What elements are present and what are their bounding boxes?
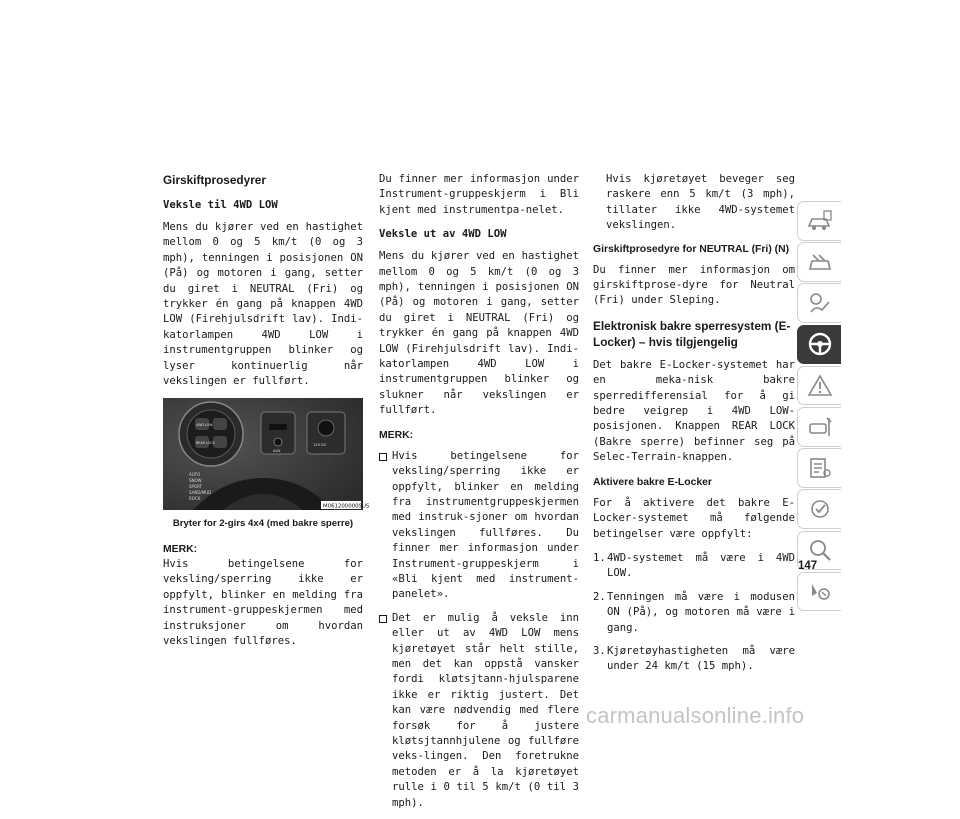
list-item: 2. Tenningen må være i modusen ON (På), og motoren må være i gang.: [593, 590, 795, 634]
tab-maintenance[interactable]: [797, 448, 841, 488]
continued-bullet-text: Hvis kjøretøyet beveger seg raskere enn 5 km/t (3 mph), tillater ikke 4WD-systemet vekslingen.: [606, 173, 795, 232]
note-text: Hvis betingelsene for veksling/sperring ikke er oppfylt, blinker en melding fra instrument-gruppeskjermen med instruksjoner om hvordan vekslingen fullføres.: [163, 557, 363, 647]
svg-text:SPORT: SPORT: [189, 484, 203, 490]
emergency-icon: [805, 412, 835, 442]
heading-neutral-procedure: Girskiftprosedyre for NEUTRAL (Fri) (N): [593, 243, 790, 255]
paragraph: Det bakre E-Locker-systemet har en meka-nisk bakre sperredifferensial for å gi bedre veigrep i 4WD LOW-posisjonen. Knappen REAR LOCK (Bakre sperre) befinner seg på Selec-Terrain-knappen.: [593, 358, 795, 464]
checkbox-bullet-icon: [379, 453, 387, 461]
svg-text:12V DC: 12V DC: [313, 443, 327, 448]
svg-text:SNOW: SNOW: [189, 478, 202, 484]
column-2: [379, 172, 579, 819]
paragraph: Du finner mer informasjon om girskiftprose-dyre for Neutral (Fri) under Sleping.: [593, 263, 795, 307]
multimedia-icon: [805, 576, 835, 606]
list-item: 1. 4WD-systemet må være i 4WD LOW.: [593, 551, 795, 580]
column-3: [593, 172, 795, 683]
maintenance-icon: [805, 453, 835, 483]
steering-wheel-icon: [805, 329, 835, 359]
tab-warning-lights[interactable]: [797, 366, 841, 406]
heading-activate-e-locker: Aktivere bakre E-Locker: [593, 476, 712, 488]
chapter-tabs: [797, 201, 842, 613]
svg-text:SAND/MUD: SAND/MUD: [189, 490, 212, 496]
note-label: MERK:: [379, 429, 414, 441]
tab-vehicle-info[interactable]: [797, 201, 841, 241]
tab-safety[interactable]: [797, 242, 841, 282]
paragraph: For å aktivere det bakre E-Locker-systemet må følgende betingelser være oppfylt:: [593, 496, 795, 540]
list-item: Hvis betingelsene for veksling/sperring ikke er oppfylt, blinker en melding fra instrumentgruppeskjermen med instruk-sjoner om hvordan vekslingen fullføres. Du finner mer informasjon under Instrument-gruppeskjerm i «Bli kjent med instrument-panelet».: [379, 449, 579, 603]
starting-icon: [805, 288, 835, 318]
heading-e-locker: Elektronisk bakre sperresystem (E-Locker) – hvis tilgjengelig: [593, 318, 791, 349]
note-label: MERK:: [163, 543, 198, 555]
specifications-icon: [805, 494, 835, 524]
list-item: 3. Kjøretøyhastigheten må være under 24 km/t (15 mph).: [593, 644, 795, 673]
page-number: 147: [798, 560, 818, 572]
column-1: [163, 172, 370, 658]
warning-lights-icon: [805, 371, 835, 401]
svg-text:AUTO: AUTO: [189, 472, 201, 478]
figure-code: M0612000009US: [323, 503, 370, 510]
tab-emergency[interactable]: [797, 407, 841, 447]
tab-multimedia[interactable]: [797, 572, 841, 612]
switch-panel-illustration: [163, 398, 370, 510]
svg-text:ROCK: ROCK: [189, 496, 201, 502]
tab-starting[interactable]: [797, 283, 841, 323]
watermark: carmanualsonline.info: [586, 703, 805, 728]
paragraph: Mens du kjører ved en hastighet mellom 0 og 5 km/t (0 og 3 mph), tenningen i posisjonen ON (På) og motoren i gang, setter du giret i NEUTRAL (Fri) og trykker én gang på knappen 4WD LOW (Firehjulsdrift lav). Indi-katorlampen 4WD LOW i instrumentgruppen blinker og lyser kontinuerlig når vekslingen er fullført.: [163, 221, 363, 388]
heading-shift-out-of-4wd-low: Veksle ut av 4WD LOW: [379, 228, 507, 241]
svg-text:REAR LOCK: REAR LOCK: [196, 441, 215, 446]
svg-text:4WD LOW: 4WD LOW: [196, 423, 213, 428]
paragraph: Mens du kjører ved en hastighet mellom 0 og 5 km/t (0 og 3 mph), tenningen i posisjonen ON (På) og motoren i gang, setter du giret i NEUTRAL (Fri) og trykker én gang på knappen 4WD LOW (Firehjulsdrift lav). Indi-katorlampen 4WD LOW i instrumentgruppen blinker og slukner når vekslingen er fullført.: [379, 250, 579, 417]
svg-text:AUX: AUX: [273, 449, 281, 454]
paragraph: Du finner mer informasjon under Instrument-gruppeskjerm i Bli kjent med instrumentpa-nelet.: [379, 173, 579, 216]
vehicle-info-icon: [805, 206, 835, 236]
tab-driving[interactable]: [797, 325, 841, 365]
list-item: Det er mulig å veksle inn eller ut av 4WD LOW mens kjøretøyet står helt stille, men det kan oppstå vansker fordi kløtsjtann-hjulsparene ikke er riktig justert. Det kan være nødvendig med flere forsøk for å justere kløtsjtannhjulene og fullføre veks-lingen. Den foretrukne metoden er å la kjøretøyet rulle i 0 til 5 km/t (0 til 3 mph).: [379, 611, 579, 811]
safety-icon: [805, 247, 835, 277]
figure-4x4-switch-photo: [163, 398, 370, 510]
tab-specifications[interactable]: [797, 489, 841, 529]
checkbox-bullet-icon: [379, 615, 387, 623]
heading-shift-into-4wd-low: Veksle til 4WD LOW: [163, 199, 278, 211]
figure-caption: Bryter for 2-girs 4x4 (med bakre sperre): [172, 518, 354, 530]
section-title: Girskiftprosedyrer: [163, 173, 266, 187]
